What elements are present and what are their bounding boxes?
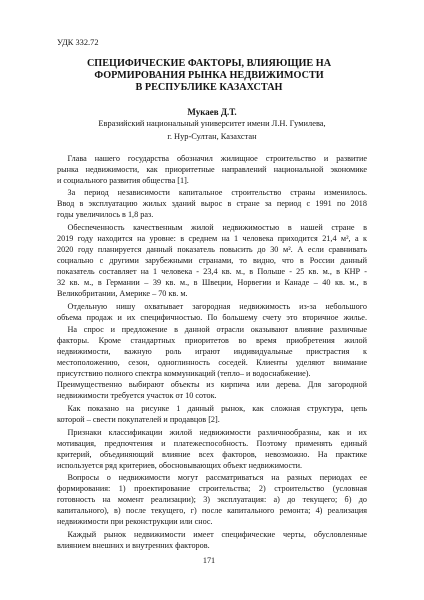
- paragraph-line: формирования: 1) проектирование строительства; 2) строительство (условная: [57, 484, 367, 494]
- author-city: г. Нур-Султан, Казахстан: [167, 131, 257, 141]
- paragraph-line: недвижимости при реконструкции или снос.: [57, 517, 213, 527]
- article-body: [57, 153, 367, 552]
- paragraph-line: недвижимости, важную роль играют индивидуальные пристрастия к: [57, 347, 367, 357]
- paragraph-line: мотивация, предпочтения и платежеспособность. Поэтому применять единый: [57, 438, 367, 448]
- title-line: В РЕСПУБЛИКЕ КАЗАХСТАН: [135, 82, 283, 93]
- paragraph-line: Вопросы о недвижимости могут рассматриваться на разных периодах ее: [67, 473, 367, 483]
- paragraph-line: Признаки классификации жилой недвижимости различнообразны, как и их: [67, 427, 367, 437]
- paragraph-line: которой – свести покупателей и продавцов [2].: [57, 414, 220, 424]
- paragraph-line: используется ряд критериев, обосновывающих объект недвижимости.: [57, 460, 303, 470]
- paragraph-line: За период независимости капитальное строительство страны изменилось.: [67, 188, 367, 198]
- paragraph-line: показатель составляет на 1 человека - 23,4 кв. м., в Польше - 25 кв. м., в КНР -: [57, 266, 367, 276]
- paragraph: [57, 222, 367, 299]
- paragraph-line: Ввод в эксплуатацию жилых зданий вырос в стране за период с 1991 по 2018: [57, 199, 367, 209]
- paragraph: [57, 301, 367, 323]
- paragraph: [57, 427, 367, 471]
- article-title: [0, 58, 418, 94]
- paragraph-line: Обеспеченность качественным жилой недвижимостью в нашей стране в: [67, 222, 367, 232]
- paragraph-line: объема продаж и их специфичностью. По большему счету это вторичное жилье.: [57, 312, 367, 322]
- title-line: СПЕЦИФИЧЕСКИЕ ФАКТОРЫ, ВЛИЯЮЩИЕ НА: [86, 58, 332, 69]
- paragraph-line: капитального), в) после текущего, г) после капитального ремонта; 4) реализация: [57, 506, 367, 516]
- paragraph-line: На спрос и предложение в данной отрасли оказывают влияние различные: [67, 325, 367, 335]
- paragraph-line: критерий, объединяющий влияние всех факторов, невозможно. На практике: [57, 449, 367, 459]
- paragraph-line: Великобритании, Америке – 70 кв. м.: [57, 288, 188, 298]
- paragraph-line: 2019 году находится на уровне: в среднем на 1 человека приходится 21,4 м², а к: [57, 233, 367, 243]
- paragraph: [57, 324, 367, 401]
- paragraph-line: местоположению, сезон, одноглинность соседей. Клиенты уделяют внимание: [57, 358, 367, 368]
- paragraph-line: Как показано на рисунке 1 данный рынок, как сложная структура, цепь: [67, 403, 367, 413]
- paragraph-line: готовность на момент реализации); 3) эксплуатация: а) до текущего; б) до: [57, 495, 367, 505]
- paragraph-line: Глава нашего государства обозначил жилищное строительство и развитие: [67, 153, 367, 163]
- page-number: 171: [202, 556, 216, 565]
- paragraph-line: социально с другими зарубежными странами, то видно, что в России данный: [57, 255, 367, 265]
- udc-code: УДК 332.72: [57, 38, 99, 47]
- author-block: [0, 106, 424, 143]
- paragraph-line: факторы. Кроме стандартных приоритетов во время приобретения жилой: [57, 336, 367, 346]
- paragraph: [57, 529, 367, 551]
- paragraph-line: присутствию полного спектра коммуникаций (тепло– и водоснабжение).: [57, 369, 311, 379]
- author-affiliation: Евразийский национальный университет имени Л.Н. Гумилева,: [98, 119, 326, 129]
- paragraph-line: 32 кв. м., в Германии – 39 кв. м., в Швеции, Норвегии и Канаде – 40 кв. м., в: [57, 277, 367, 287]
- paragraph: [57, 187, 367, 220]
- paragraph: [57, 472, 367, 527]
- paragraph-line: Отдельную нишу охватывает загородная недвижимость из-за небольшого: [67, 301, 367, 311]
- paragraph-line: и социального развития общества [1].: [57, 175, 189, 185]
- paragraph-line: Преимущественно выбирают объекты из кирпича или дерева. Для загородной: [57, 380, 367, 390]
- paragraph-line: недвижимости требуется участок от 10 соток.: [57, 391, 217, 401]
- paragraph-line: 2020 году планируется данный показатель повысить до 30 м². А если сравнивать: [57, 244, 367, 254]
- paragraph-line: влиянием внешних и внутренних факторов.: [57, 541, 210, 550]
- paragraph: [57, 403, 367, 425]
- title-line: ФОРМИРОВАНИЯ РЫНКА НЕДВИЖИМОСТИ: [94, 70, 324, 81]
- author-name: Мукаев Д.Т.: [187, 107, 237, 117]
- paragraph-line: Каждый рынок недвижимости имеет специфические черты, обусловленные: [67, 530, 367, 539]
- paragraph: [57, 153, 367, 186]
- paragraph-line: рынка недвижимости, как приоритетные направлений национальной экономике: [57, 164, 367, 174]
- paragraph-line: годы увеличилось в 1,8 раз.: [57, 210, 154, 220]
